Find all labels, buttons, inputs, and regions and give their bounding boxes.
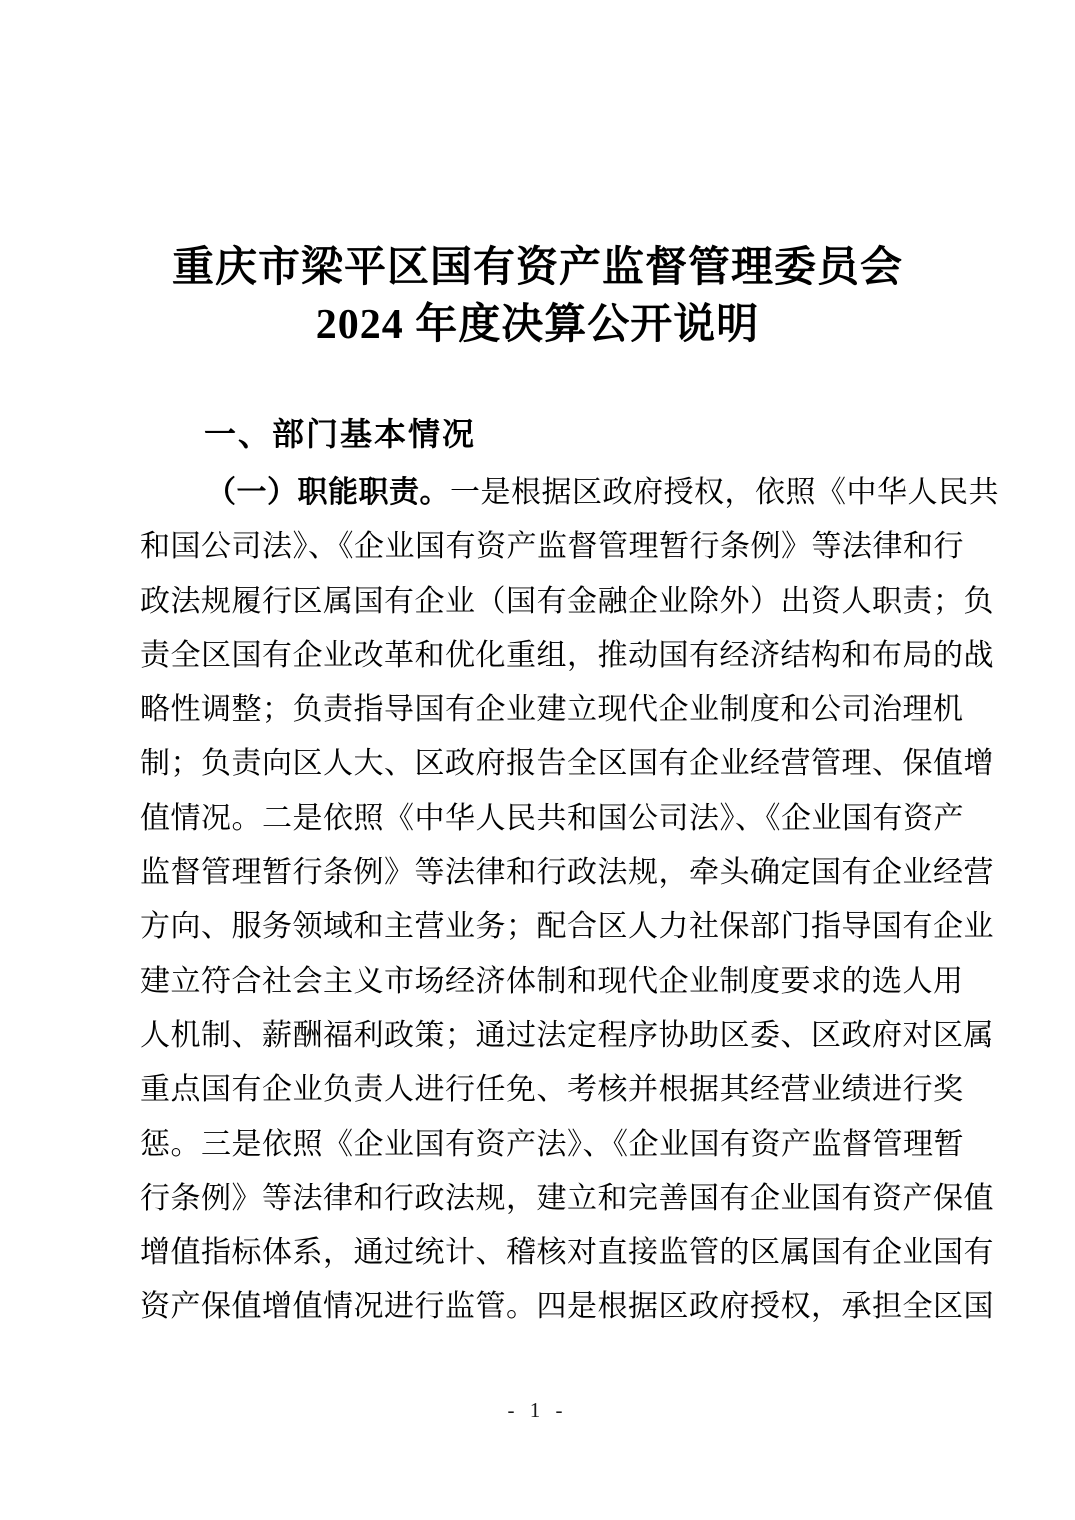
paragraph-line: 行条例》等法律和行政法规，建立和完善国有企业国有资产保值 <box>140 1181 994 1215</box>
paragraph-line: 制；负责向区人大、区政府报告全区国有企业经营管理、保值增 <box>140 747 994 781</box>
paragraph-line: 监督管理暂行条例》等法律和行政法规，牵头确定国有企业经营 <box>140 856 994 890</box>
body-paragraph <box>140 466 999 1335</box>
page-number: - 1 - <box>507 1398 568 1422</box>
paragraph-line: 增值指标体系，通过统计、稽核对直接监管的区属国有企业国有 <box>140 1236 994 1270</box>
paragraph-line: 方向、服务领域和主营业务；配合区人力社保部门指导国有企业 <box>140 910 994 944</box>
section-heading: 一、部门基本情况 <box>204 416 477 452</box>
paragraph-line: 资产保值增值情况进行监管。四是根据区政府授权，承担全区国 <box>140 1290 994 1324</box>
document-title <box>0 240 1075 354</box>
paragraph-lead: （一）职能职责。 <box>206 476 450 509</box>
paragraph-line: 值情况。二是依照《中华人民共和国公司法》、《企业国有资产 <box>140 801 964 835</box>
paragraph-line: 责全区国有企业改革和优化重组，推动国有经济结构和布局的战 <box>140 638 994 672</box>
paragraph-line: 惩。三是依照《企业国有资产法》、《企业国有资产监督管理暂 <box>140 1127 964 1161</box>
document-title-line2: 2024 年度决算公开说明 <box>315 302 760 348</box>
paragraph-line-text: 一是根据区政府授权，依照《中华人民共 <box>450 476 999 509</box>
paragraph-line: 重点国有企业负责人进行任免、考核并根据其经营业绩进行奖 <box>140 1073 964 1107</box>
paragraph-line: 和国公司法》、《企业国有资产监督管理暂行条例》等法律和行 <box>140 530 964 564</box>
paragraph-line: 人机制、薪酬福利政策；通过法定程序协助区委、区政府对区属 <box>140 1018 994 1052</box>
paragraph-line: 建立符合社会主义市场经济体制和现代企业制度要求的选人用 <box>140 964 964 998</box>
paragraph-line: 政法规履行区属国有企业（国有金融企业除外）出资人职责；负 <box>140 584 994 618</box>
document-title-line1: 重庆市梁平区国有资产监督管理委员会 <box>171 245 903 291</box>
paragraph-line <box>140 466 999 520</box>
paragraph-line: 略性调整；负责指导国有企业建立现代企业制度和公司治理机 <box>140 693 964 727</box>
